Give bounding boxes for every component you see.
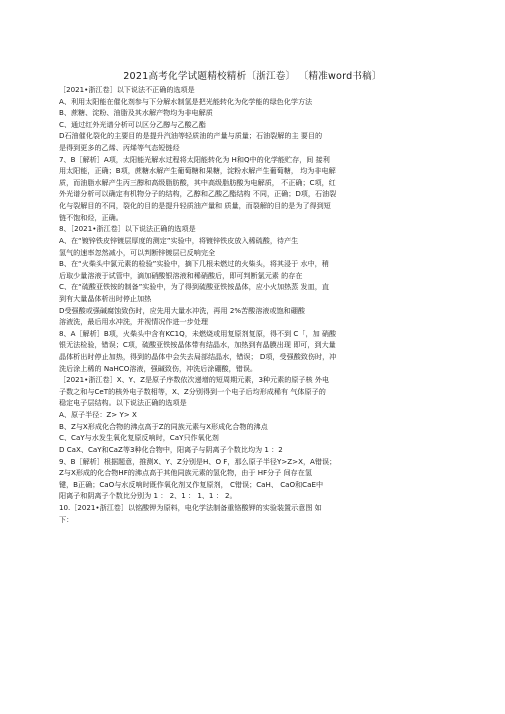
text-line: 化与裂解目的不同，裂化的目的是提升轻质油产量和 质量，而裂解的目的是为了得到短 [59,201,331,211]
text-line: 用太阳能，正确；B项，蔗糖水解产生葡萄糖和果糖，淀粉水解产生葡萄糖， 均为非电解 [59,166,336,176]
text-line: B、在“火柴头中氯元素的检验”实验中，摘下几根未燃过的火柴头，将其浸于 水中，稍 [59,259,329,269]
document-title: 2021高考化学试题精校精析〔浙江卷〕 〔精准word书稿〕 [123,71,382,82]
text-line: 8、［2021•浙江卷］以下说法正确的选项是 [59,224,196,234]
text-line: A、利用太阳能在催化剂参与下分解水制氢是把光能转化为化学能的绿色化学方法 [59,96,313,106]
text-line: C、通过红外光谱分析可以区分乙醇与乙酸乙酯 [59,119,206,129]
text-line: ［2021•浙江卷］以下说法不正确的选项是 [59,85,195,94]
text-line: 7、B［解析］A项，太阳能光解水过程将太阳能转化为 H和Q中的化学能贮存，间 接利 [59,154,330,164]
text-line: 溶液洗，最后用水冲洗，并视情况作进一步处理 [59,317,208,327]
text-line: 10.［2021•浙江卷］以铭酸钾为原料，电化学法制备重铬酸钾的实验装置示意图 如 [59,502,322,512]
text-line: 晶体析出时停止加热，得到的晶体中会失去局部结晶水，错误； D项，受强酸致伤时，冲 [59,352,337,362]
text-line: C、在“硫酸亚铁铵的制备”实验中，为了得到硫酸亚铁铵晶体，应小火加热蒸 发皿，直 [59,282,329,292]
text-line: 下： [59,514,74,524]
text-line: 阳离子和阴离子个数比分别为 1 ： 2、1 ： 1、1 ： 2。 [59,491,237,501]
text-line: 银无法检验，错误；C项，硫酸亚铁铵晶体带有结晶水，加热到有晶膜出现 即可，到大量 [59,340,336,350]
document-body [59,84,459,525]
text-line: D石油催化裂化的主要目的是提升汽油等轻质油的产量与质量；石油裂解的主 要目的 [59,131,323,141]
text-line: C、CaY与水发生氧化复原反响时，CaY只作氧化剂 [59,433,219,443]
text-line: B、蔗糖、淀粉、油脂及其水解产物均为非电解质 [59,108,213,118]
text-line: 链不饱和烃，正确。 [59,212,123,222]
text-line: 后取少量溶液于试管中，滴加硝酸银溶液和稀硝酸后，即可判断氯元素 的存在 [59,270,303,280]
text-line: A、在“镀锌铁皮锌镀层厚度的测定”实验中，将镀锌铁皮放入稀硫酸，待产生 [59,235,299,245]
text-line: A、原子半径：Z> Y> X [59,410,137,420]
text-line: Z与X形成的化合物HF的沸点高于其他同族元素的氢化物，由于 HF分子 间存在氢 [59,468,312,478]
text-line: 氢气的速率忽然减小，可以判断锌镀层已反响完全 [59,247,216,257]
text-line: 9、B［解析］根据题意，推测X、Y、Z分别是H、O F，那么原子半径Y>Z>X，A错误； [59,456,337,466]
text-line: 稳定电子层结构。以下说法正确的选项是 [59,398,187,408]
text-line: D受强酸或强碱腐蚀致伤时，应先用大量水冲洗，再用 2%苦酸溶液或饱和硼酸 [59,305,305,315]
text-line: 是得到更多的乙烯、丙烯等气态短链烃 [59,143,180,153]
text-line: 键，B正确；CaO与水反响时既作氧化剂又作复原剂， C错误；CaH、 CaO和CaE中 [59,479,324,489]
text-line: 外光谱分析可以确定有机物分子的结构，乙醇和乙酸乙酯结构 不同，正确；D项，石油裂 [59,189,337,199]
text-line: 子数之和与CeT的核外电子数相等，X、Z分别得到一个电子后均形成稀有 气体原子的 [59,386,326,396]
text-line: 洗后涂上稀的 NaHCO溶液，强碱致伤，冲洗后涂硼酸，错误。 [59,363,258,373]
text-line: 8、A［解析］B项，火柴头中含有KC1Q，未燃烧或用复原剂复原，得不到 C「，加 硝酸 [59,328,337,338]
text-line: 到有大量晶体析出时停止加热 [59,293,152,303]
text-line: ［2021•浙江卷］X、Y、Z是原子序数依次递增的短周期元素，3种元素的原子核 外电 [59,375,330,385]
text-line: 质，而油脂水解产生丙三醇和高级脂肪酸，其中高级脂肪酸为电解质， 不正确；C项，红 [59,177,336,187]
text-line: D CaX、CaY和CaZ等3种化合物中，阳离子与阴离子个数比均为 1 ：2 [59,444,283,454]
text-line: B、Z与X形成化合物的沸点高于Z的同族元素与X形成化合物的沸点 [59,421,268,431]
